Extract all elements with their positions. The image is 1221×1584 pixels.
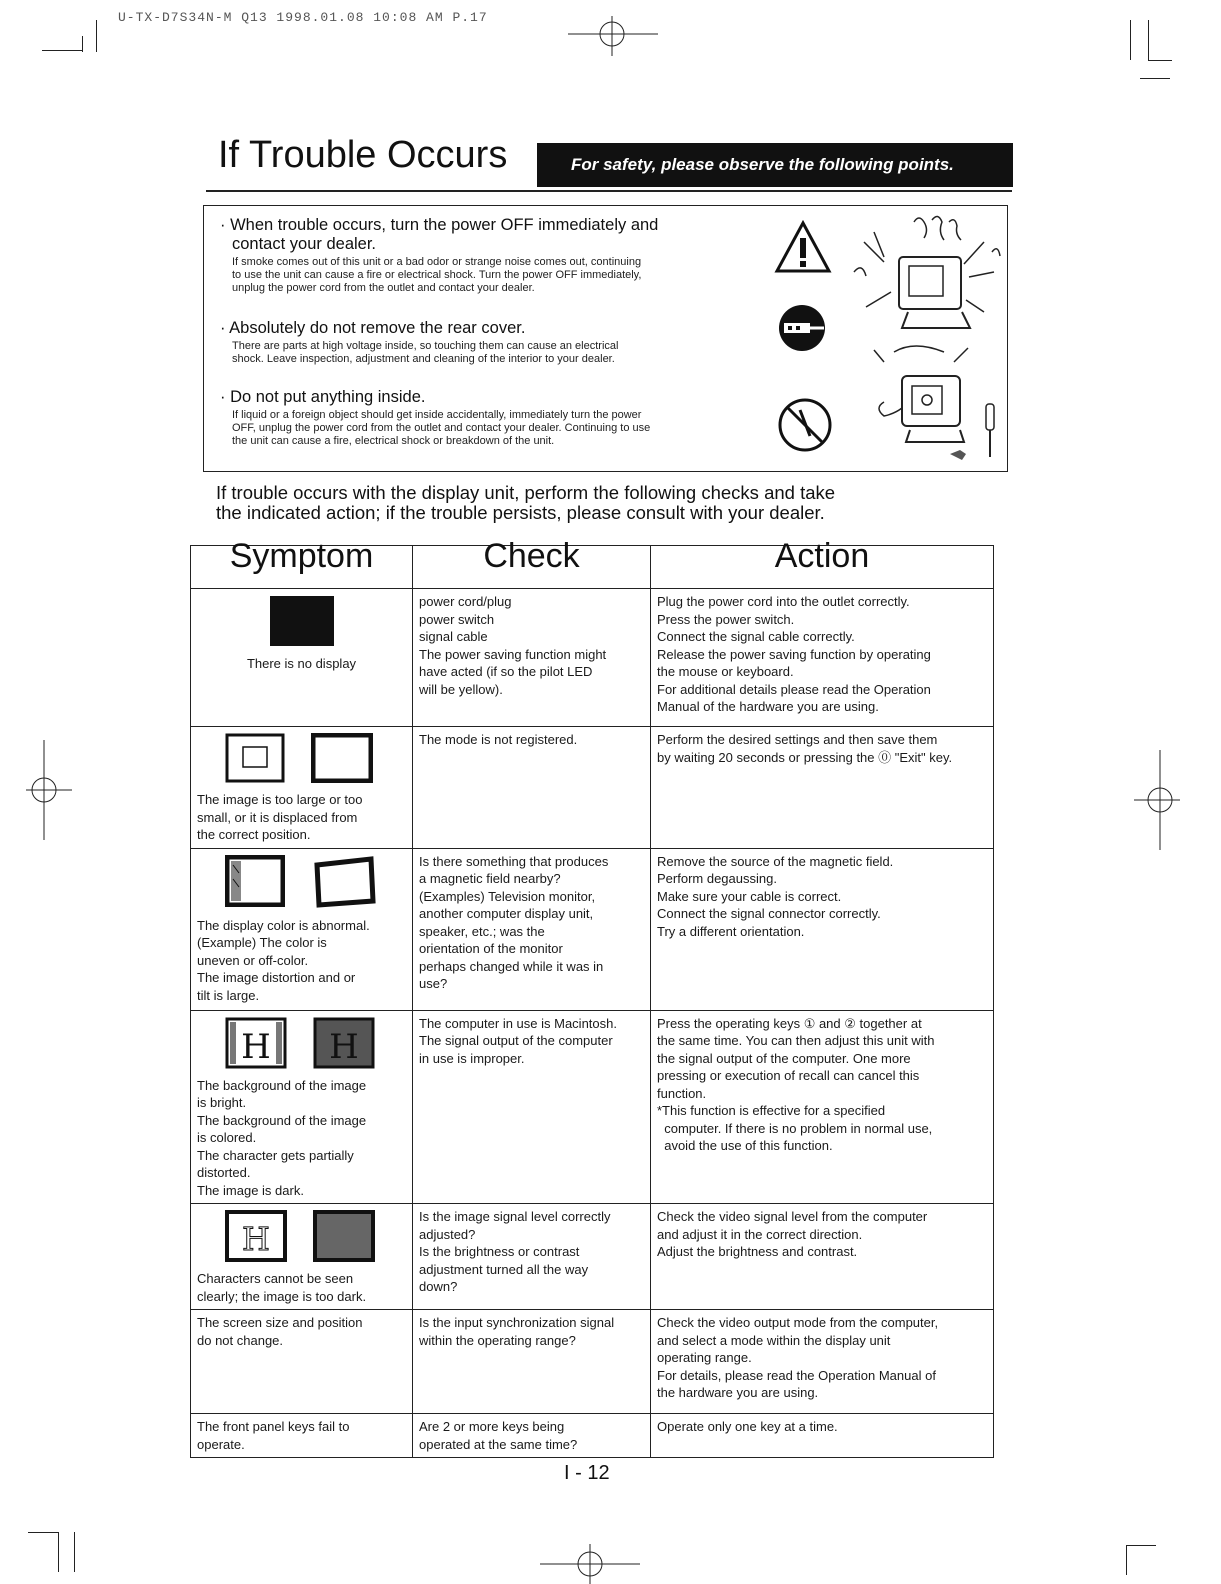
check-text: adjustment turned all the way bbox=[419, 1261, 589, 1277]
check-text: Are 2 or more keys being bbox=[419, 1419, 565, 1434]
symptom-text: clearly; the image is too dark. bbox=[197, 1288, 367, 1304]
action-text: For additional details please read the Operation bbox=[657, 681, 931, 697]
symptom-text: The image is dark. bbox=[197, 1182, 304, 1198]
warning-body-line: There are parts at high voltage inside, so touching them can cause an electrical bbox=[232, 340, 619, 352]
symptom-text: small, or it is displaced from bbox=[197, 809, 358, 825]
check-text: The power saving function might bbox=[419, 646, 607, 662]
action-cell bbox=[651, 1414, 994, 1458]
check-text: power cord/plug bbox=[419, 594, 512, 609]
action-text: Perform the desired settings and then save them bbox=[657, 732, 938, 747]
troubleshooting-table bbox=[190, 537, 994, 1458]
crop-mark bbox=[1148, 60, 1172, 61]
warning-body-line: unplug the power cord from the outlet and contact your dealer. bbox=[232, 282, 535, 294]
warning-heading-line: · When trouble occurs, turn the power OFF immediately and bbox=[220, 216, 659, 234]
page-number: I - 12 bbox=[564, 1462, 610, 1484]
symptom-text: distorted. bbox=[197, 1165, 251, 1180]
warning-body-line: the unit can cause a fire, electrical shock or breakdown of the unit. bbox=[232, 435, 555, 447]
symptom-text: The background of the image bbox=[197, 1077, 367, 1093]
action-text: Release the power saving function by operating bbox=[657, 646, 931, 662]
action-text: Adjust the brightness and contrast. bbox=[657, 1244, 858, 1259]
check-text: in use is improper. bbox=[419, 1050, 525, 1066]
check-cell bbox=[413, 727, 651, 849]
symptom-cell bbox=[191, 1414, 413, 1458]
table-row bbox=[191, 1010, 994, 1204]
check-text: (Examples) Television monitor, bbox=[419, 888, 596, 904]
table-row bbox=[191, 589, 994, 727]
action-text: Press the power switch. bbox=[657, 611, 795, 627]
action-text: computer. If there is no problem in normal use, bbox=[657, 1120, 933, 1136]
warning-body-line: to use the unit can cause a fire or electrical shock. Turn the power OFF immediately, bbox=[232, 269, 642, 281]
check-text: a magnetic field nearby? bbox=[419, 871, 561, 886]
action-text: Manual of the hardware you are using. bbox=[657, 699, 879, 714]
check-text: speaker, etc.; was the bbox=[419, 923, 545, 939]
warning-body-line: shock. Leave inspection, adjustment and cleaning of the interior to your dealer. bbox=[232, 353, 615, 365]
warning-heading-line: · Do not put anything inside. bbox=[220, 388, 426, 406]
action-text: operating range. bbox=[657, 1350, 752, 1365]
symptom-text: Characters cannot be seen bbox=[197, 1271, 354, 1286]
check-text: will be yellow). bbox=[419, 681, 503, 697]
check-cell bbox=[413, 848, 651, 1010]
action-text: pressing or execution of recall can cancel this bbox=[657, 1068, 920, 1083]
warning-body bbox=[220, 340, 770, 366]
crop-mark bbox=[1126, 1545, 1156, 1546]
check-text: use? bbox=[419, 976, 448, 991]
check-text: down? bbox=[419, 1279, 458, 1294]
intro-line: If trouble occurs with the display unit, perform the following checks and take bbox=[216, 482, 836, 503]
check-text: perhaps changed while it was in bbox=[419, 958, 604, 974]
svg-text:H: H bbox=[242, 1220, 270, 1258]
check-header: Check bbox=[413, 546, 651, 589]
warning-item bbox=[220, 388, 770, 448]
check-text: within the operating range? bbox=[419, 1332, 576, 1348]
table-row bbox=[191, 727, 994, 849]
dark-background-h-icon bbox=[313, 1017, 375, 1069]
page-title: If Trouble Occurs bbox=[218, 134, 508, 176]
warning-heading bbox=[220, 216, 770, 254]
warning-body bbox=[220, 409, 770, 448]
safety-banner-text: For safety, please observe the following points. bbox=[571, 155, 954, 174]
action-header: Action bbox=[651, 546, 994, 589]
action-text: Make sure your cable is correct. bbox=[657, 888, 842, 904]
check-text: The mode is not registered. bbox=[419, 732, 578, 747]
small-image-icon bbox=[225, 733, 285, 783]
action-cell bbox=[651, 1010, 994, 1204]
warning-heading-line: contact your dealer. bbox=[232, 235, 377, 253]
check-text: have acted (if so the pilot LED bbox=[419, 664, 593, 679]
action-text: Connect the signal connector correctly. bbox=[657, 906, 881, 921]
registration-mark-icon bbox=[568, 12, 658, 56]
symptom-text: do not change. bbox=[197, 1332, 284, 1348]
warning-heading bbox=[220, 388, 770, 407]
no-insertion-icon bbox=[776, 396, 834, 454]
symptom-cell bbox=[191, 1010, 413, 1204]
warning-triangle-icon bbox=[774, 220, 832, 274]
symptom-text: tilt is large. bbox=[197, 987, 260, 1003]
check-text: orientation of the monitor bbox=[419, 941, 563, 956]
action-text: Connect the signal cable correctly. bbox=[657, 629, 855, 644]
svg-text:H: H bbox=[241, 1026, 271, 1067]
crop-mark bbox=[74, 1532, 75, 1572]
symptom-text: The image is too large or too bbox=[197, 792, 363, 807]
svg-text:H: H bbox=[329, 1026, 359, 1067]
check-cell bbox=[413, 1204, 651, 1310]
warning-body-line: If liquid or a foreign object should get inside accidentally, immediately turn the power bbox=[232, 409, 642, 421]
check-text: Is the input synchronization signal bbox=[419, 1315, 615, 1330]
check-text: Is the image signal level correctly bbox=[419, 1209, 611, 1224]
action-text: Perform degaussing. bbox=[657, 871, 777, 886]
symptom-text: There is no display bbox=[246, 656, 357, 671]
tilted-image-icon bbox=[311, 855, 377, 909]
action-text: function. bbox=[657, 1085, 707, 1101]
action-cell bbox=[651, 1204, 994, 1310]
symptom-text: The character gets partially bbox=[197, 1147, 354, 1163]
action-text: the signal output of the computer. One more bbox=[657, 1050, 911, 1066]
action-text: Try a different orientation. bbox=[657, 923, 805, 939]
action-text: Plug the power cord into the outlet correctly. bbox=[657, 594, 910, 609]
action-text: the mouse or keyboard. bbox=[657, 664, 794, 679]
check-text: Is there something that produces bbox=[419, 853, 609, 869]
check-cell bbox=[413, 1010, 651, 1204]
symptom-header: Symptom bbox=[191, 546, 413, 589]
action-text: *This function is effective for a specified bbox=[657, 1103, 886, 1118]
symptom-text: operate. bbox=[197, 1436, 245, 1452]
smoking-monitor-illustration bbox=[844, 212, 1004, 342]
check-cell bbox=[413, 589, 651, 727]
action-text: Press the operating keys ① and ② together at bbox=[657, 1015, 922, 1031]
symptom-text: the correct position. bbox=[197, 827, 311, 842]
warning-item bbox=[220, 216, 770, 295]
crop-mark bbox=[1126, 1545, 1127, 1575]
crop-mark bbox=[42, 50, 82, 51]
check-cell bbox=[413, 1414, 651, 1458]
symptom-text: The background of the image bbox=[197, 1112, 367, 1128]
symptom-text: is colored. bbox=[197, 1130, 257, 1145]
symptom-cell bbox=[191, 589, 413, 727]
title-rule bbox=[206, 190, 1012, 192]
symptom-cell bbox=[191, 848, 413, 1010]
action-text: Check the video signal level from the computer bbox=[657, 1209, 928, 1224]
large-image-icon bbox=[311, 733, 373, 783]
fax-header: U-TX-D7S34N-M Q13 1998.01.08 10:08 AM P.17 bbox=[118, 10, 488, 25]
check-text: Is the brightness or contrast bbox=[419, 1244, 580, 1259]
action-cell bbox=[651, 1310, 994, 1414]
symptom-text: The front panel keys fail to bbox=[197, 1419, 350, 1434]
crop-mark bbox=[1148, 20, 1149, 60]
warning-body bbox=[220, 256, 770, 295]
safety-warning-box bbox=[203, 205, 1008, 472]
symptom-text: The screen size and position bbox=[197, 1315, 363, 1330]
check-text: another computer display unit, bbox=[419, 906, 594, 921]
safety-banner bbox=[537, 143, 1013, 187]
table-row bbox=[191, 1204, 994, 1310]
action-text: avoid the use of this function. bbox=[657, 1138, 833, 1153]
action-text: Remove the source of the magnetic field. bbox=[657, 853, 894, 869]
table-header-row bbox=[191, 546, 994, 589]
symptom-text: The image distortion and or bbox=[197, 970, 356, 985]
no-disassembly-icon bbox=[776, 302, 828, 354]
action-text: the same time. You can then adjust this unit with bbox=[657, 1033, 935, 1048]
action-cell bbox=[651, 589, 994, 727]
check-text: adjusted? bbox=[419, 1226, 476, 1242]
check-text: The signal output of the computer bbox=[419, 1033, 613, 1048]
warning-heading bbox=[220, 319, 770, 338]
faint-character-icon bbox=[225, 1210, 287, 1262]
warning-heading-line: · Absolutely do not remove the rear cover. bbox=[220, 319, 526, 337]
action-text: and adjust it in the correct direction. bbox=[657, 1226, 863, 1242]
warning-item bbox=[220, 319, 770, 366]
registration-mark-icon bbox=[1134, 750, 1180, 850]
symptom-text: is bright. bbox=[197, 1095, 247, 1110]
crop-mark bbox=[96, 20, 97, 52]
symptom-text: The display color is abnormal. bbox=[197, 917, 370, 933]
monitor-screwdriver-illustration bbox=[854, 342, 1004, 470]
action-text: the hardware you are using. bbox=[657, 1385, 819, 1400]
check-text: The computer in use is Macintosh. bbox=[419, 1015, 617, 1031]
color-uneven-icon bbox=[225, 855, 285, 907]
crop-mark bbox=[28, 1532, 58, 1533]
action-text: by waiting 20 seconds or pressing the ⓪ "Exit" key. bbox=[657, 749, 953, 765]
intro-line: the indicated action; if the trouble persists, please consult with your dealer. bbox=[216, 502, 825, 523]
action-text: Operate only one key at a time. bbox=[657, 1419, 838, 1434]
intro-paragraph bbox=[216, 483, 976, 523]
warning-body-line: OFF, unplug the power cord from the outlet and contact your dealer. Continuing to use bbox=[232, 422, 651, 434]
check-text: power switch bbox=[419, 611, 495, 627]
symptom-cell bbox=[191, 1310, 413, 1414]
action-cell bbox=[651, 727, 994, 849]
check-cell bbox=[413, 1310, 651, 1414]
table-row bbox=[191, 1414, 994, 1458]
symptom-text: (Example) The color is bbox=[197, 935, 327, 950]
crop-mark bbox=[1130, 20, 1131, 60]
crop-mark bbox=[58, 1532, 59, 1572]
action-text: For details, please read the Operation Manual of bbox=[657, 1367, 936, 1383]
dark-screen-icon bbox=[313, 1210, 375, 1262]
symptom-cell bbox=[191, 1204, 413, 1310]
table-row bbox=[191, 1310, 994, 1414]
check-text: signal cable bbox=[419, 629, 488, 644]
crop-mark bbox=[1140, 78, 1170, 79]
action-text: and select a mode within the display unit bbox=[657, 1332, 891, 1348]
symptom-cell bbox=[191, 727, 413, 849]
registration-mark-icon bbox=[26, 740, 72, 840]
action-text: Check the video output mode from the computer, bbox=[657, 1315, 939, 1330]
warning-body-line: If smoke comes out of this unit or a bad odor or strange noise comes out, continuing bbox=[232, 256, 642, 268]
table-row bbox=[191, 848, 994, 1010]
check-text: operated at the same time? bbox=[419, 1436, 578, 1452]
bright-background-h-icon bbox=[225, 1017, 287, 1069]
symptom-text: uneven or off-color. bbox=[197, 952, 309, 968]
registration-mark-icon bbox=[540, 1540, 640, 1584]
action-cell bbox=[651, 848, 994, 1010]
blank-screen-icon bbox=[269, 595, 335, 647]
crop-mark bbox=[82, 36, 83, 52]
